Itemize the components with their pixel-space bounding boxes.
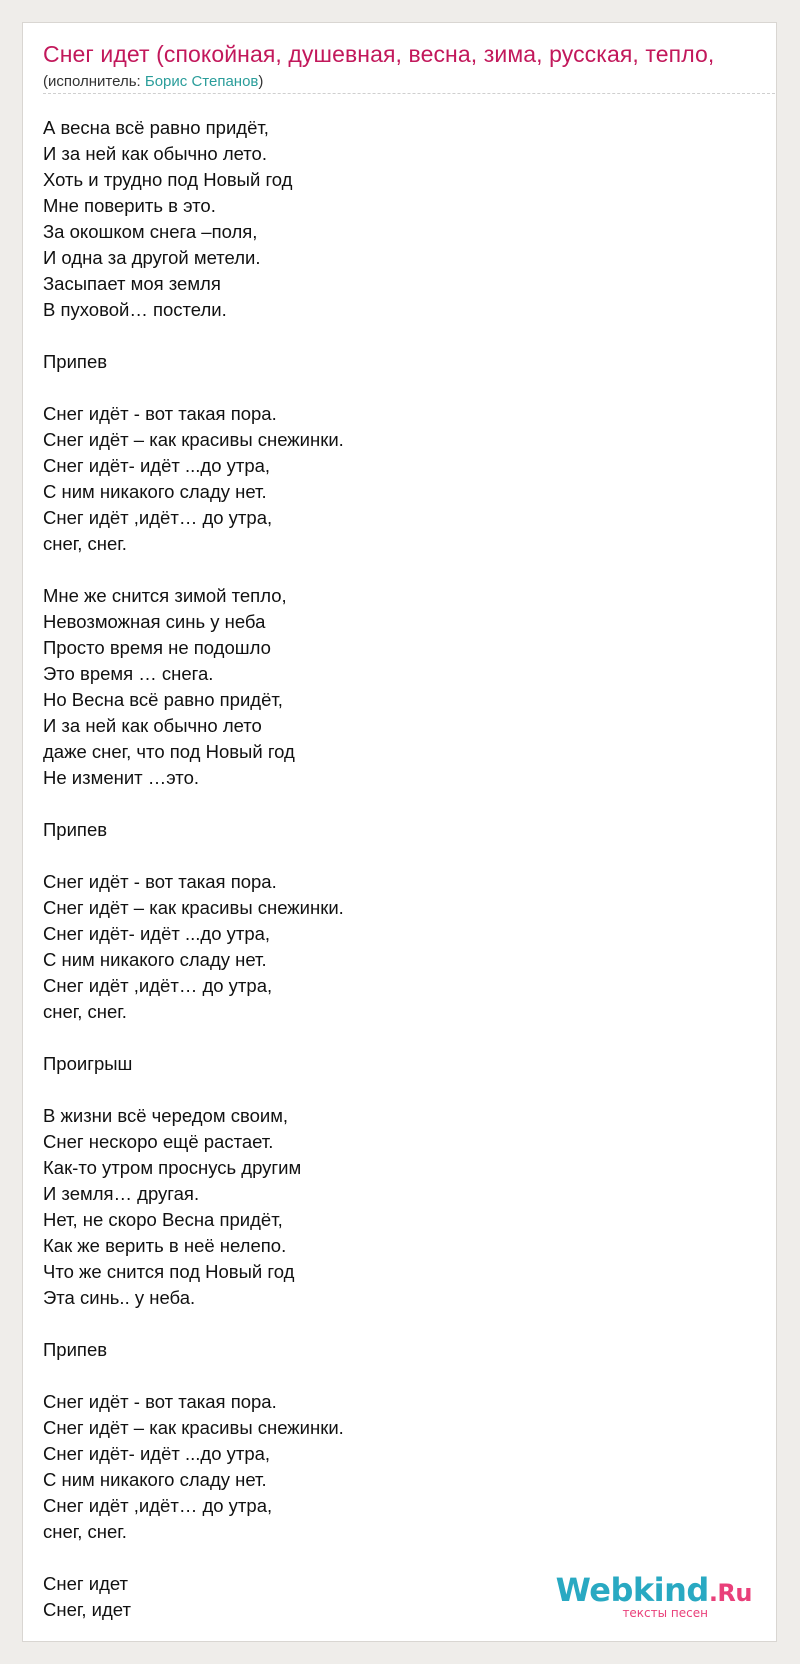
blank-line	[43, 1077, 344, 1103]
performer-prefix: (исполнитель:	[43, 73, 145, 90]
performer-suffix: )	[258, 73, 264, 90]
lyric-line: снег, снег.	[43, 1521, 127, 1542]
lyric-line: Проигрыш	[43, 1053, 133, 1074]
lyric-line: Что же снится под Новый год	[43, 1261, 295, 1282]
lyric-line: Эта синь.. у неба.	[43, 1287, 196, 1308]
lyric-line: даже снег, что под Новый год	[43, 741, 295, 762]
lyric-line: Нет, не скоро Весна придёт,	[43, 1209, 283, 1230]
lyric-line: Снег идёт - вот такая пора.	[43, 403, 277, 424]
performer-line	[43, 73, 263, 90]
blank-line	[43, 1545, 344, 1571]
blank-line	[43, 557, 344, 583]
lyrics-text	[43, 115, 344, 1623]
lyric-line: Снег идёт – как красивы снежинки.	[43, 897, 344, 918]
lyric-line: За окошком снега –поля,	[43, 221, 258, 242]
blank-line	[43, 375, 344, 401]
lyric-line: А весна всё равно придёт,	[43, 117, 269, 138]
lyric-line: Снег идёт- идёт ...до утра,	[43, 1443, 271, 1464]
blank-line	[43, 1363, 344, 1389]
lyric-line: Невозможная синь у неба	[43, 611, 266, 632]
lyrics-card	[22, 22, 777, 1642]
lyric-line: Но Весна всё равно придёт,	[43, 689, 283, 710]
header-divider	[43, 93, 775, 94]
lyric-line: Не изменит …это.	[43, 767, 200, 788]
lyric-line: Просто время не подошло	[43, 637, 271, 658]
lyric-line: В жизни всё чередом своим,	[43, 1105, 289, 1126]
lyric-line: Снег идет	[43, 1573, 129, 1594]
lyric-line: Снег идёт ,идёт… до утра,	[43, 1495, 273, 1516]
logo-wordmark	[552, 1573, 752, 1610]
lyric-line: Припев	[43, 1339, 108, 1360]
lyric-line: Припев	[43, 819, 108, 840]
lyric-line: снег, снег.	[43, 1001, 127, 1022]
lyric-line: С ним никакого сладу нет.	[43, 481, 267, 502]
lyric-line: Снег идёт – как красивы снежинки.	[43, 1417, 344, 1438]
blank-line	[43, 791, 344, 817]
logo-tagline: тексты песен	[622, 1606, 708, 1620]
lyric-line: Засыпает моя земля	[43, 273, 221, 294]
lyric-line: Это время … снега.	[43, 663, 214, 684]
lyric-line: И за ней как обычно лето	[43, 715, 262, 736]
logo-suffix-text: .Ru	[708, 1579, 752, 1607]
lyric-line: И за ней как обычно лето.	[43, 143, 267, 164]
performer-link[interactable]: Борис Степанов	[144, 73, 259, 90]
lyric-line: В пуховой… постели.	[43, 299, 227, 320]
blank-line	[43, 1311, 344, 1337]
lyric-line: Мне поверить в это.	[43, 195, 216, 216]
webkind-logo[interactable]	[552, 1573, 752, 1619]
lyric-line: Как-то утром проснусь другим	[43, 1157, 302, 1178]
logo-main-text: Webkind	[555, 1571, 709, 1609]
lyric-line: Снег идёт – как красивы снежинки.	[43, 429, 344, 450]
lyric-line: Снег идёт ,идёт… до утра,	[43, 507, 273, 528]
blank-line	[43, 323, 344, 349]
lyric-line: Снег идёт- идёт ...до утра,	[43, 923, 271, 944]
lyric-line: Снег нескоро ещё растает.	[43, 1131, 274, 1152]
lyric-line: Снег идёт - вот такая пора.	[43, 1391, 277, 1412]
blank-line	[43, 1025, 344, 1051]
lyric-line: снег, снег.	[43, 533, 127, 554]
lyric-line: Снег идёт ,идёт… до утра,	[43, 975, 273, 996]
lyric-line: И одна за другой метели.	[43, 247, 261, 268]
blank-line	[43, 843, 344, 869]
lyric-line: С ним никакого сладу нет.	[43, 949, 267, 970]
lyric-line: Снег идёт - вот такая пора.	[43, 871, 277, 892]
song-title: Снег идет (спокойная, душевная, весна, зима, русская, тепло,	[43, 41, 715, 67]
lyric-line: С ним никакого сладу нет.	[43, 1469, 267, 1490]
lyric-line: Снег идёт- идёт ...до утра,	[43, 455, 271, 476]
lyric-line: Хоть и трудно под Новый год	[43, 169, 293, 190]
lyric-line: Припев	[43, 351, 108, 372]
lyric-line: Снег, идет	[43, 1599, 131, 1620]
lyric-line: Как же верить в неё нелепо.	[43, 1235, 287, 1256]
lyric-line: И земля… другая.	[43, 1183, 200, 1204]
lyric-line: Мне же снится зимой тепло,	[43, 585, 287, 606]
